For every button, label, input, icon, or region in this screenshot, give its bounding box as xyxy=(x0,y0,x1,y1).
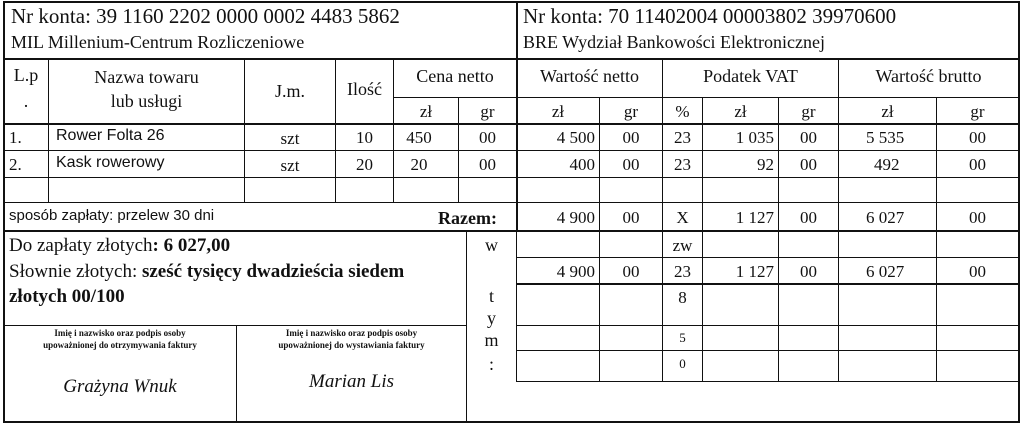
item-gross-gr: 00 xyxy=(969,155,986,174)
issuer-name: Marian Lis xyxy=(309,371,394,392)
rate23-gross-gr: 00 xyxy=(969,262,986,281)
rule xyxy=(3,421,1020,423)
item-vat-zl: 92 xyxy=(757,155,774,174)
item-quantity: 10 xyxy=(356,128,373,147)
amount-due xyxy=(9,236,230,255)
breakdown-letter: : xyxy=(488,354,494,374)
item-net-zl: 400 xyxy=(569,155,595,174)
issuer-signature-caption-2: upoważnionej do wystawiania faktury xyxy=(278,340,425,350)
total-vat-zl: 1 127 xyxy=(735,208,774,227)
subheader-percent: % xyxy=(675,102,690,121)
rule xyxy=(516,283,1020,285)
item-net-gr: 00 xyxy=(622,155,640,174)
header-vat: Podatek VAT xyxy=(703,66,798,86)
subheader-gr: gr xyxy=(623,102,639,121)
rule xyxy=(3,325,467,326)
total-gross-zl: 6 027 xyxy=(866,208,905,227)
amount-in-words xyxy=(9,262,404,281)
rate23-gross-zl: 6 027 xyxy=(866,262,905,281)
rule xyxy=(1018,1,1020,423)
receiver-name: Grażyna Wnuk xyxy=(63,376,177,397)
rule xyxy=(3,123,1020,125)
rate23-vat-gr: 00 xyxy=(800,262,817,281)
header-lp-dot: . xyxy=(23,91,29,111)
rule xyxy=(3,202,1020,203)
rule xyxy=(516,350,1020,351)
item-unit: szt xyxy=(280,156,300,175)
item-vat-gr: 00 xyxy=(800,155,817,174)
rule xyxy=(3,230,1020,232)
item-price-zl: 450 xyxy=(406,128,432,147)
header-item-name-2: lub usługi xyxy=(110,91,183,111)
subheader-zl: zł xyxy=(419,102,433,121)
totals-label: Razem: xyxy=(438,208,497,228)
header-net-value: Wartość netto xyxy=(539,66,640,86)
rate-5-label: 5 xyxy=(679,330,686,345)
rule xyxy=(516,257,1020,258)
rate23-net-gr: 00 xyxy=(622,262,640,281)
item-gross-zl: 492 xyxy=(874,155,900,174)
header-lp: L.p xyxy=(13,65,39,85)
breakdown-letter: t xyxy=(488,286,494,306)
item-net-gr: 00 xyxy=(622,128,640,147)
issuer-signature-caption: Imię i nazwisko oraz podpis osoby xyxy=(285,328,418,338)
subheader-gr: gr xyxy=(480,102,495,121)
receiver-signature-caption: Imię i nazwisko oraz podpis osoby xyxy=(54,328,186,338)
rule xyxy=(3,150,1020,151)
payment-method: sposób zapłaty: przelew 30 dni xyxy=(9,207,215,224)
rate-0-label: 0 xyxy=(679,356,686,371)
rule xyxy=(3,1,5,423)
rate23-net-zl: 4 900 xyxy=(556,262,595,281)
total-net-zl: 4 900 xyxy=(556,208,595,227)
receiver-signature-caption-2: upoważnionej do otrzymywania faktury xyxy=(43,340,197,350)
account-number-left: Nr konta: 39 1160 2202 0000 0002 4483 5862 xyxy=(11,4,400,28)
item-net-zl: 4 500 xyxy=(556,128,595,147)
header-quantity: Ilość xyxy=(347,79,382,99)
item-name: Rower Folta 26 xyxy=(56,127,165,144)
item-price-gr: 00 xyxy=(479,155,496,174)
item-lp: 1. xyxy=(9,128,22,147)
item-lp: 2. xyxy=(9,155,22,174)
amount-due-value: : 6 027,00 xyxy=(152,235,231,256)
item-vat-zl: 1 035 xyxy=(735,128,774,147)
total-gross-gr: 00 xyxy=(969,208,986,227)
rate23-pct: 23 xyxy=(674,262,691,281)
rule xyxy=(3,1,1020,3)
breakdown-letter: m xyxy=(484,330,499,350)
amount-due-label: Do zapłaty złotych xyxy=(9,235,153,256)
item-vat-rate: 23 xyxy=(674,128,691,147)
header-unit: J.m. xyxy=(274,81,305,101)
rule xyxy=(516,381,1020,382)
item-vat-rate: 23 xyxy=(674,155,691,174)
header-net-price: Cena netto xyxy=(416,66,494,86)
item-name: Kask rowerowy xyxy=(56,154,165,171)
rule xyxy=(3,177,1020,178)
subheader-gr: gr xyxy=(801,102,816,121)
item-price-gr: 00 xyxy=(479,128,496,147)
account-number-right: Nr konta: 70 11402004 00003802 39970600 xyxy=(523,4,897,28)
subheader-zl: zł xyxy=(881,102,894,121)
subheader-zl: zł xyxy=(551,102,565,121)
item-vat-gr: 00 xyxy=(800,128,817,147)
breakdown-letter: w xyxy=(485,235,498,255)
rate23-vat-zl: 1 127 xyxy=(735,262,774,281)
rule xyxy=(3,58,1020,60)
item-quantity: 20 xyxy=(356,155,373,174)
breakdown-letter: y xyxy=(487,308,496,328)
item-price-zl: 20 xyxy=(410,155,428,174)
total-vat-gr: 00 xyxy=(800,208,817,227)
amount-in-words-value: sześć tysięcy dwadzieścia siedem xyxy=(141,261,405,282)
rate-8-label: 8 xyxy=(678,288,687,307)
item-gross-zl: 5 535 xyxy=(866,128,905,147)
total-vat-rate: X xyxy=(676,208,689,227)
amount-in-words-cont: złotych 00/100 xyxy=(9,286,125,307)
subheader-gr: gr xyxy=(970,102,985,121)
total-net-gr: 00 xyxy=(622,208,640,227)
amount-in-words-label: Słownie złotych: xyxy=(9,261,138,282)
header-item-name: Nazwa towaru xyxy=(94,67,199,87)
rule xyxy=(393,97,1020,98)
header-gross-value: Wartość brutto xyxy=(875,66,982,86)
subheader-zl: zł xyxy=(734,102,747,121)
bank-name-right: BRE Wydział Bankowości Elektronicznej xyxy=(523,32,826,52)
bank-name-left: MIL Millenium-Centrum Rozliczeniowe xyxy=(11,32,305,52)
item-unit: szt xyxy=(280,129,300,148)
item-gross-gr: 00 xyxy=(969,128,986,147)
rule xyxy=(516,325,1020,326)
breakdown-zw-label: zw xyxy=(672,236,693,255)
rule xyxy=(516,230,517,381)
